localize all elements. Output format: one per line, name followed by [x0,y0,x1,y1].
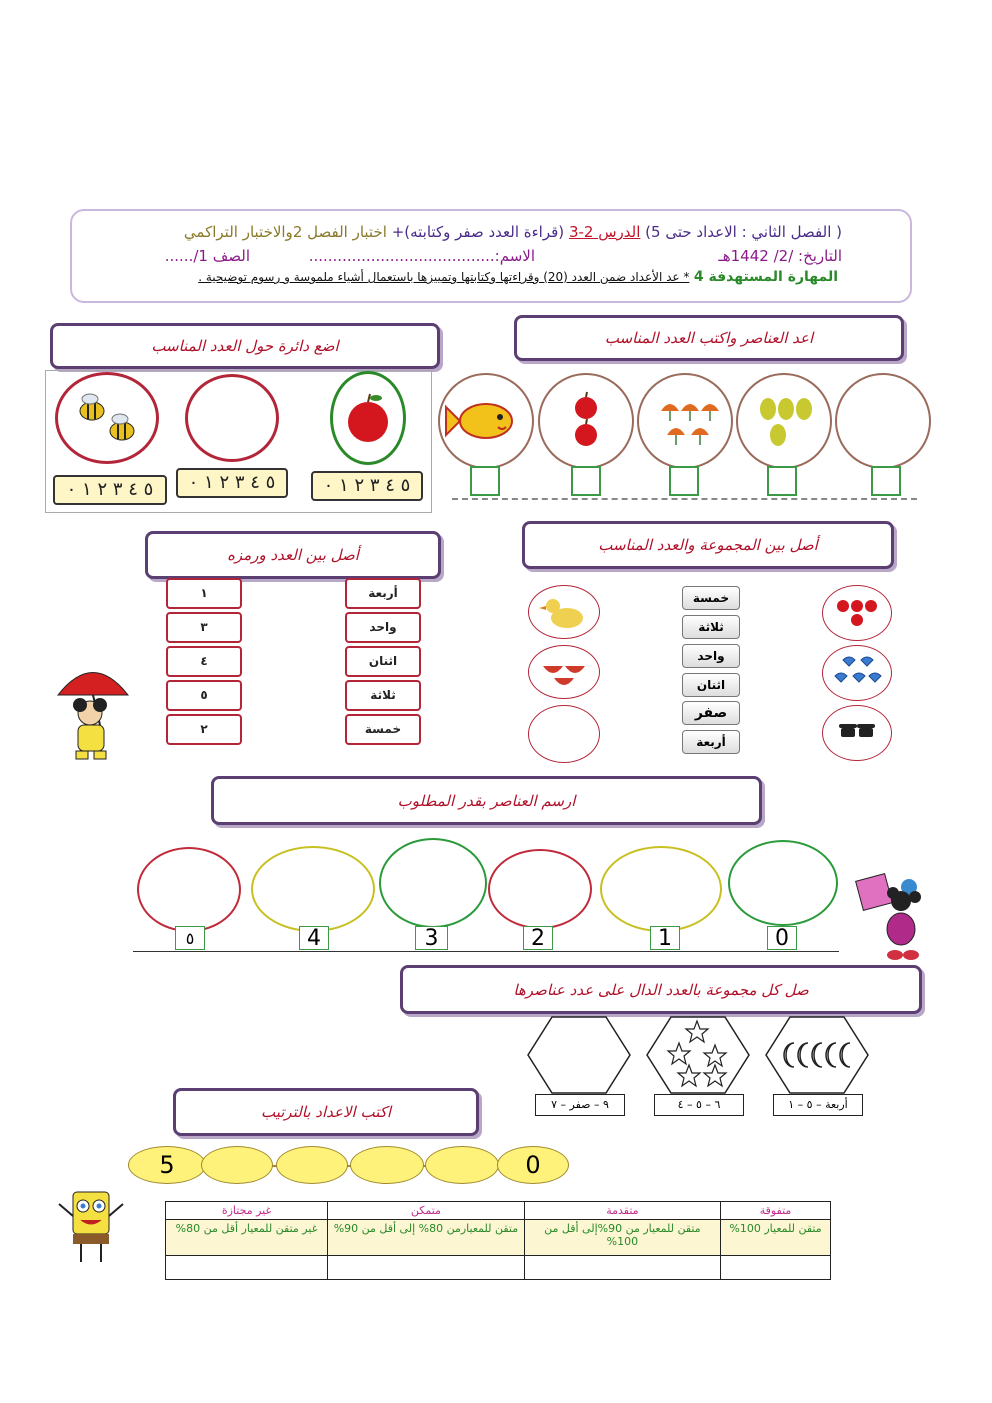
order-oval[interactable] [201,1146,273,1184]
number-strip[interactable]: ٥ ٤ ٣ ٢ ١ ٠ [311,471,423,501]
digit-pill[interactable]: ٤ [166,646,242,677]
draw-circle[interactable] [251,846,375,932]
header-class: الصف 1/...... [164,247,250,265]
rubric-mark-cell[interactable] [166,1256,328,1280]
baseline [133,951,839,952]
draw-number-box: 1 [650,926,680,950]
hex-label[interactable]: ٩ – صفر – ٧ [535,1094,625,1116]
rubric-mark-cell[interactable] [524,1256,720,1280]
count-circle-fish [438,373,534,469]
draw-circle[interactable] [379,838,487,928]
count-answer-box[interactable] [767,466,797,496]
word-pill[interactable]: خمسة [345,714,421,745]
title-match-symbol: أصل بين العدد ورمزه [145,531,441,579]
rubric-header: متقدمة [524,1202,720,1220]
rubric-header: غير مجتازة [166,1202,328,1220]
word-pill[interactable]: اثنان [345,646,421,677]
rubric-cell: متقن للمعيار من 90%إلى أقل من 100% [524,1220,720,1256]
draw-number-box: 0 [767,926,797,950]
word-button[interactable]: ثلاثة [682,615,740,639]
draw-number-box: 2 [523,926,553,950]
bee-icon [58,375,156,461]
umbrella-icon [639,375,731,467]
rubric-mark-cell[interactable] [721,1256,831,1280]
draw-number-box: 4 [299,926,329,950]
rubric-cell: متقن للمعيارمن 80% إلى أقل من 90% [328,1220,525,1256]
hexagon-stars [645,1015,751,1095]
header-skill: المهارة المستهدفة 4 * عد الأعداد ضمن العدد (20) وقراءتها وكتابتها وتمييزها باستعمال أشياء ملموسة و رسوم توضيحية . [198,269,838,285]
rubric-cell: غير متقن للمعيار أقل من 80% [166,1220,328,1256]
digit-pill[interactable]: ٥ [166,680,242,711]
minnie-gift-clipart [853,867,933,967]
word-button[interactable]: اثنان [682,673,740,697]
hex-label[interactable]: أربعة – ٥ – ١ [773,1094,863,1116]
count-circle-apples [538,373,634,469]
fruit-circle [528,645,600,699]
empty-group-circle [528,705,600,763]
order-oval[interactable]: 0 [497,1146,569,1184]
duck-circle [528,585,600,639]
heart-icon [823,646,891,700]
bees-circle [55,372,159,464]
phones-group-circle [822,705,892,761]
title-match-group: أصل بين المجموعة والعدد المناسب [522,521,894,569]
apple-icon [540,375,632,467]
order-oval[interactable] [350,1146,424,1184]
rubric-table [165,1201,831,1280]
telephone-icon [823,706,891,760]
fish-icon [440,375,532,467]
divider-line [452,498,917,500]
word-pill[interactable]: ثلاثة [345,680,421,711]
duck-icon [529,586,599,638]
header-name: الاسم:....................................... [308,247,535,265]
empty-circle [185,374,279,462]
count-answer-box[interactable] [871,466,901,496]
spongebob-clipart [55,1188,127,1270]
draw-circle[interactable] [488,849,592,929]
count-answer-box[interactable] [470,466,500,496]
draw-number-box: ٥ [175,926,205,950]
hex-label[interactable]: ٦ – ٥ – ٤ [654,1094,744,1116]
apple-icon [333,374,403,462]
word-button[interactable]: أربعة [682,730,740,754]
apple-icon [823,586,891,640]
title-circle-number: اضع دائرة حول العدد المناسب [50,323,440,369]
hearts-group-circle [822,645,892,701]
rubric-header: متفوقة [721,1202,831,1220]
hexagon-moons [764,1015,870,1095]
word-pill[interactable]: واحد [345,612,421,643]
word-button[interactable]: واحد [682,644,740,668]
count-answer-box[interactable] [571,466,601,496]
hexagon-empty [526,1015,632,1095]
order-oval[interactable] [425,1146,499,1184]
header-box [70,209,912,303]
draw-circle[interactable] [728,840,838,926]
digit-pill[interactable]: ١ [166,578,242,609]
draw-circle[interactable] [137,847,241,932]
count-circle-empty [835,373,931,469]
count-circle-pears [736,373,832,469]
mouse-umbrella-clipart [52,655,134,765]
draw-circle[interactable] [600,846,722,932]
word-button[interactable]: صفر [682,701,740,725]
rubric-mark-cell[interactable] [328,1256,525,1280]
header-date: التاريخ: /2/ 1442هـ [718,247,842,265]
count-circle-umbrellas [637,373,733,469]
rubric-cell: متقن للمعيار 100% [721,1220,831,1256]
word-pill[interactable]: أربعة [345,578,421,609]
apple-circle [330,371,406,465]
pear-icon [738,375,830,467]
apples-group-circle [822,585,892,641]
title-count-write: اعد العناصر واكتب العدد المناسب [514,315,904,361]
number-strip[interactable]: ٥ ٤ ٣ ٢ ١ ٠ [176,468,288,498]
word-button[interactable]: خمسة [682,586,740,610]
digit-pill[interactable]: ٢ [166,714,242,745]
rubric-header: متمكن [328,1202,525,1220]
draw-number-box: 3 [415,926,448,950]
digit-pill[interactable]: ٣ [166,612,242,643]
title-write-order: اكتب الاعداد بالترتيب [173,1088,479,1136]
title-connect-group: صل كل مجموعة بالعدد الدال على عدد عناصرها [400,965,922,1014]
count-answer-box[interactable] [669,466,699,496]
title-draw-items: ارسم العناصر بقدر المطلوب [211,776,762,825]
order-oval[interactable] [276,1146,348,1184]
number-strip[interactable]: ٥ ٤ ٣ ٢ ١ ٠ [53,475,167,505]
melon-icon [529,646,599,698]
header-line-1: ( الفصل الثاني : الاعداد حتى 5) الدرس 2-3 (قراءة العدد صفر وكتابته)+ اختبار الفصل 2والاختبار التراكمي [183,223,842,241]
order-oval[interactable]: 5 [128,1146,206,1184]
